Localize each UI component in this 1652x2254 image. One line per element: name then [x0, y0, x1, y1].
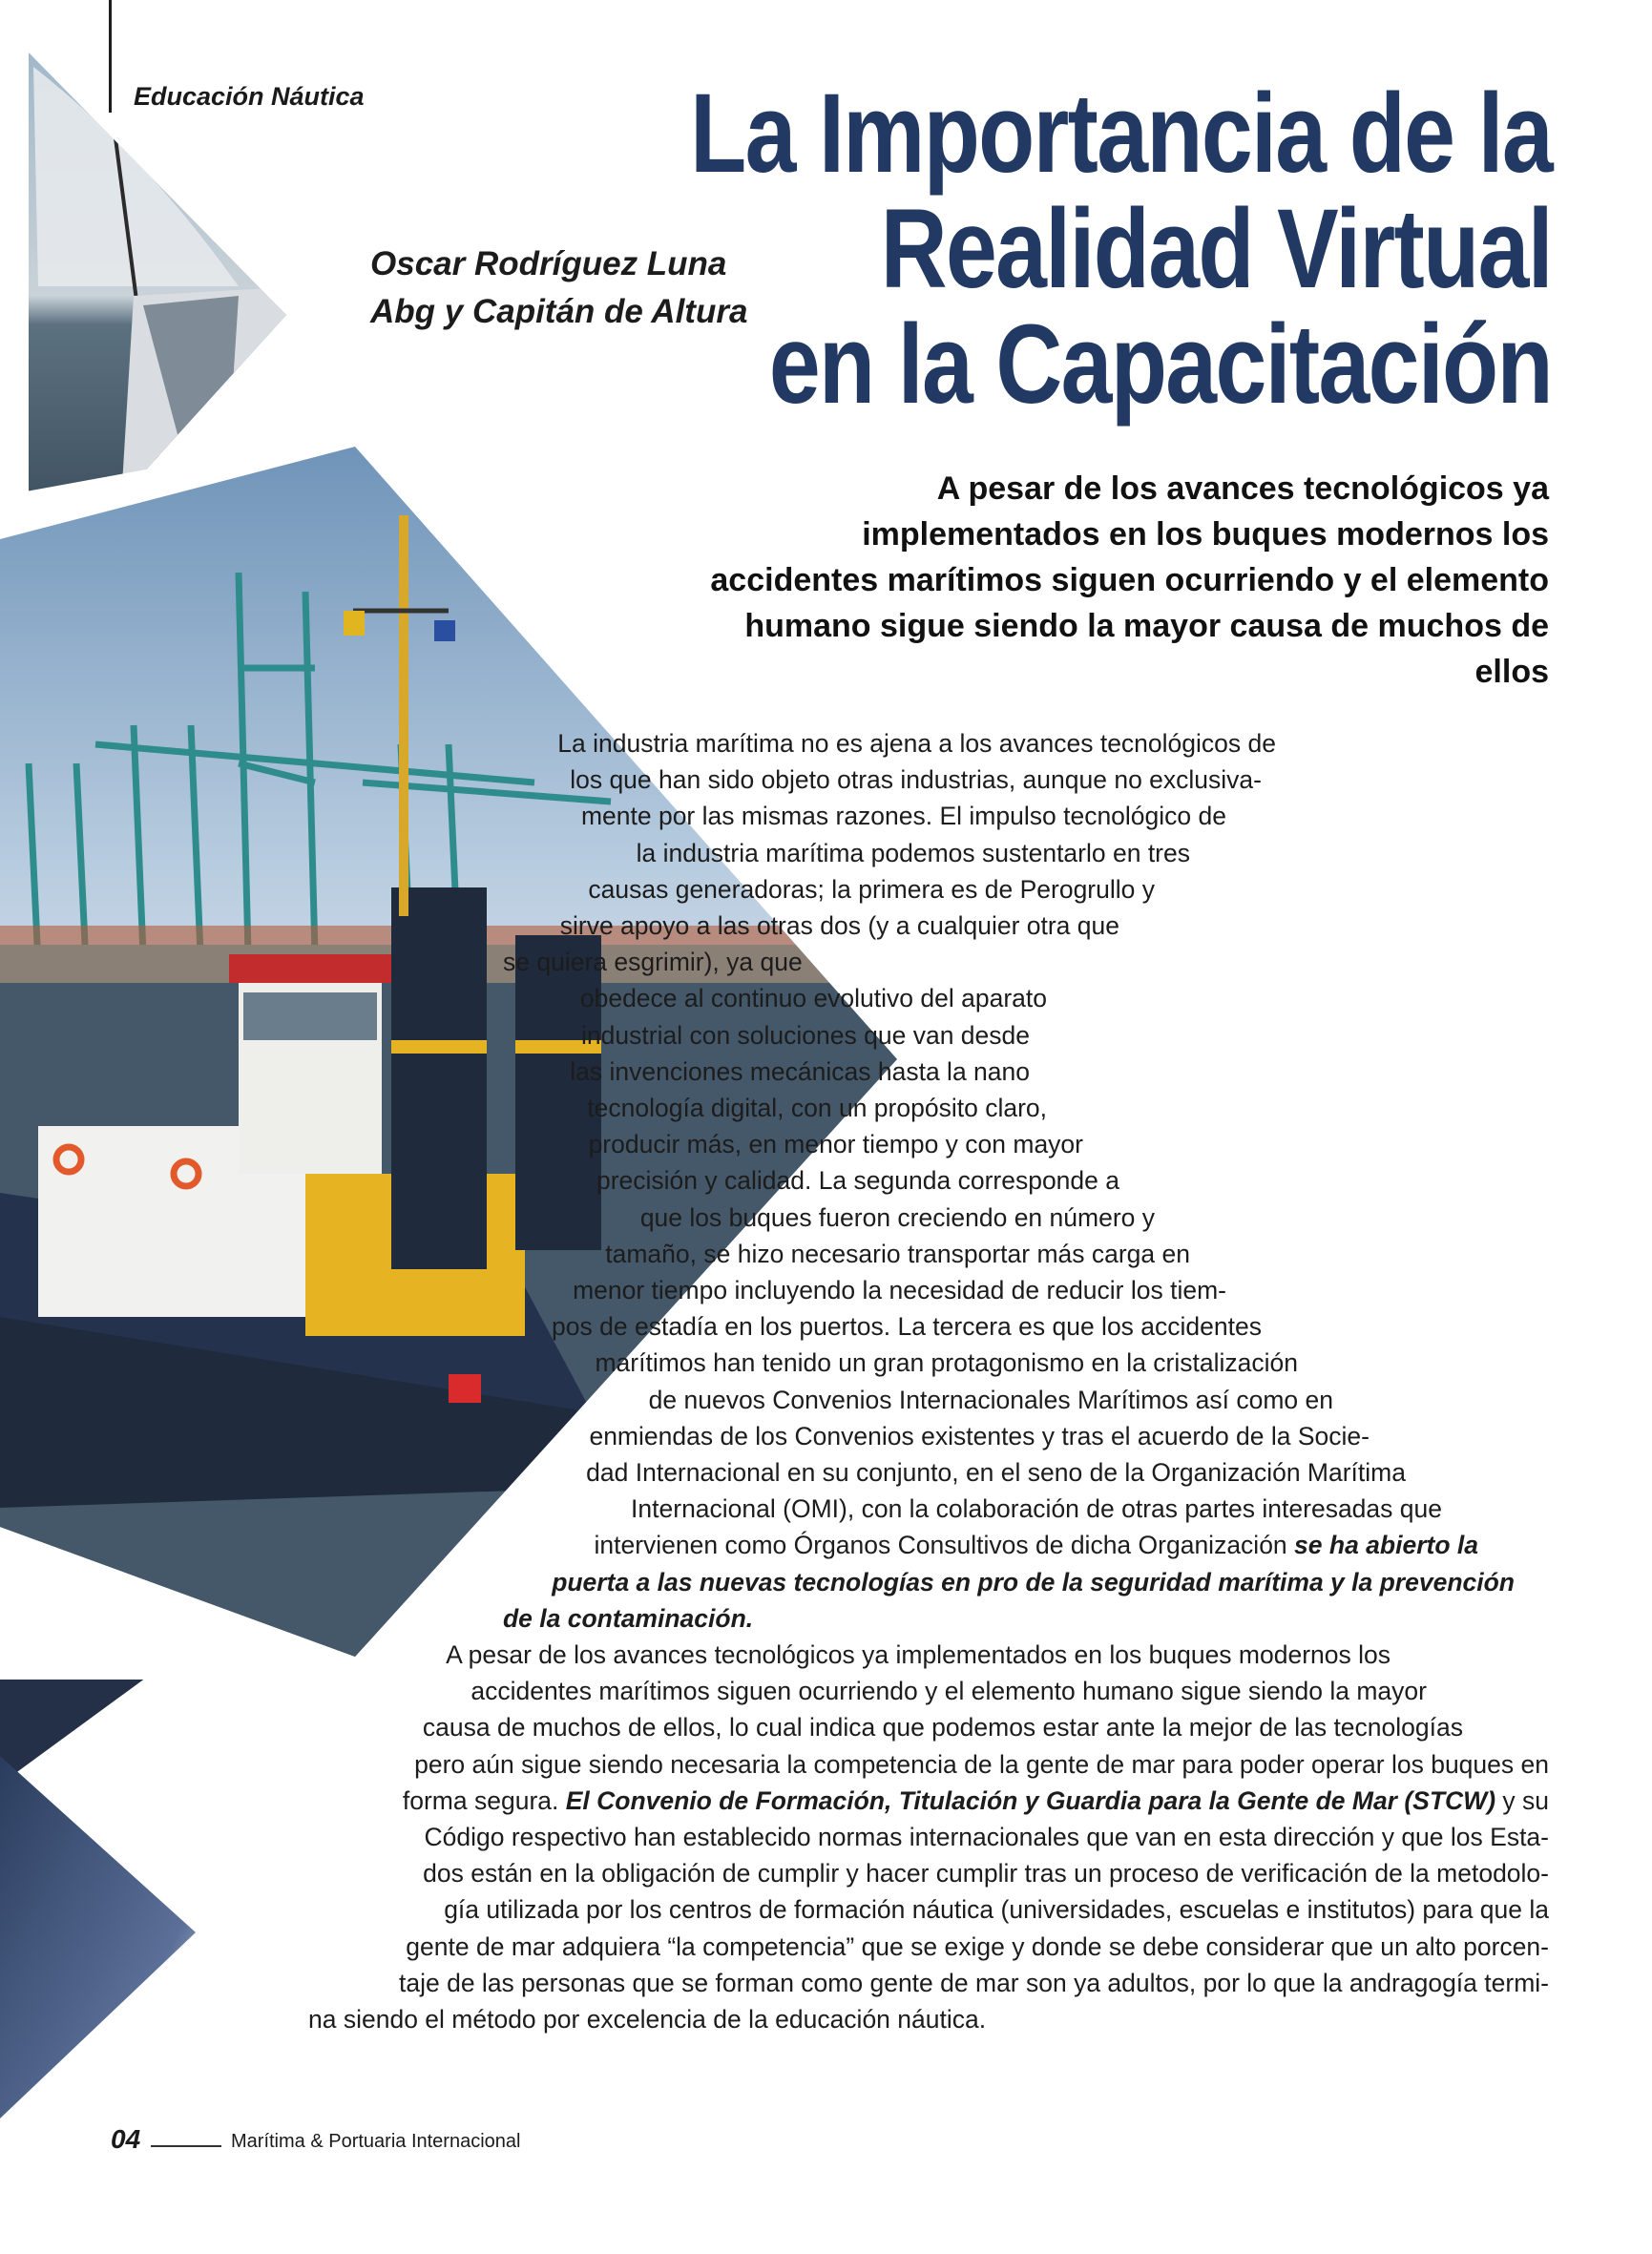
body-line	[308, 1637, 1391, 1673]
body-line: dos están en la obligación de cumplir y hacer cumplir tras un proceso de verificación de la metodolo-	[423, 1859, 1549, 1889]
body-line: industrial con soluciones que van desde	[581, 1020, 1030, 1050]
body-line: menor tiempo incluyendo la necesidad de reducir los tiem-	[573, 1276, 1226, 1305]
body-emphasis: El Convenio de Formación, Titulación y Guardia para la Gente de Mar (STCW)	[565, 1785, 1496, 1815]
body-line: obedece al continuo evolutivo del aparato	[579, 984, 1047, 1013]
body-text: intervienen como Órganos Consultivos de dicha Organización	[594, 1531, 1295, 1560]
body-text: forma segura.	[402, 1785, 566, 1815]
body-line: precisión y calidad. La segunda corresponde a	[596, 1166, 1119, 1196]
title-line: Realidad Virtual	[880, 186, 1552, 312]
body-line: la industria marítima podemos sustentarlo en tres	[636, 838, 1190, 867]
body-line: gía utilizada por los centros de formación náutica (universidades, escuelas e institutos) para que la	[444, 1895, 1549, 1925]
title-line: en la Capacitación	[768, 302, 1552, 428]
body-line: sirve apoyo a las otras dos (y a cualquier otra que	[559, 911, 1119, 941]
author-title: Abg y Capitán de Altura	[370, 293, 748, 330]
body-paragraph-2	[308, 1637, 1549, 2037]
article-lead: A pesar de los avances tecnológicos ya implementados en los buques modernos los accidentes marítimos siguen ocurriendo y el elemento humano sigue siendo la mayor causa de muchos de ellos	[710, 470, 1549, 690]
body-line: na siendo el método por excelencia de la educación náutica.	[308, 2005, 987, 2035]
body-line: que los buques fueron creciendo en número y	[639, 1202, 1155, 1232]
body-line	[308, 1783, 1549, 1819]
author-byline	[370, 240, 747, 336]
header-rule	[109, 0, 112, 113]
body-line: enmiendas de los Convenios existentes y tras el acuerdo de la Socie-	[589, 1421, 1370, 1450]
body-line: tamaño, se hizo necesario transportar más carga en	[605, 1239, 1190, 1268]
body-line: se quiera esgrimir), ya que	[503, 948, 803, 977]
body-paragraph-1	[503, 725, 1549, 1637]
article-title	[690, 71, 1552, 428]
body-line	[503, 1527, 1478, 1563]
body-line: mente por las mismas razones. El impulso tecnológico de	[580, 802, 1226, 831]
body-line: causas generadoras; la primera es de Perogrullo y	[588, 874, 1155, 904]
body-line: de nuevos Convenios Internacionales Marítimos así como en	[648, 1385, 1333, 1414]
body-line: pero aún sigue siendo necesaria la competencia de la gente de mar para poder operar los buques en	[414, 1749, 1549, 1779]
title-line: La Importancia de la	[690, 71, 1552, 197]
body-emphasis-line: de la contaminación.	[503, 1603, 754, 1633]
section-label: Educación Náutica	[134, 82, 365, 111]
body-text: A pesar de los avances tecnológicos ya implementados en los buques modernos los	[446, 1640, 1391, 1669]
body-line: Código respectivo han establecido normas internacionales que van en esta dirección y que los Esta-	[424, 1823, 1549, 1852]
body-line: La industria marítima no es ajena a los avances tecnológicos de	[557, 729, 1276, 758]
body-emphasis-line: puerta a las nuevas tecnologías en pro de la seguridad marítima y la prevención	[552, 1567, 1515, 1597]
body-line: dad Internacional en su conjunto, en el seno de la Organización Marítima	[586, 1458, 1406, 1488]
page-number: 04	[111, 2124, 141, 2154]
body-line: producir más, en menor tiempo y con mayor	[588, 1130, 1083, 1159]
body-line: marítimos han tenido un gran protagonismo en la cristalización	[595, 1348, 1298, 1378]
author-name: Oscar Rodríguez Luna	[370, 245, 727, 282]
body-text: y su	[1495, 1785, 1549, 1815]
footer-rule	[151, 2145, 221, 2147]
body-emphasis: se ha abierto la	[1294, 1531, 1478, 1560]
body-line: causa de muchos de ellos, lo cual indica que podemos estar ante la mejor de las tecnologías	[422, 1713, 1463, 1743]
body-line: gente de mar adquiera “la competencia” que se exige y donde se debe considerar que un alto porcen-	[406, 1931, 1549, 1961]
body-line: los que han sido objeto otras industrias, aunque no exclusiva-	[570, 765, 1262, 795]
publication-name: Marítima & Portuaria Internacional	[231, 2131, 521, 2152]
navy-gradient-triangle	[0, 1756, 196, 2118]
body-line: tecnología digital, con un propósito claro,	[587, 1094, 1047, 1123]
body-line: Internacional (OMI), con la colaboración de otras partes interesadas que	[631, 1494, 1442, 1524]
body-line: las invenciones mecánicas hasta la nano	[570, 1056, 1030, 1086]
body-line: accidentes marítimos siguen ocurriendo y el elemento humano sigue siendo la mayor	[471, 1677, 1427, 1706]
body-line: taje de las personas que se forman como gente de mar son ya adultos, por lo que la andragogía termi-	[399, 1968, 1549, 1997]
body-line: pos de estadía en los puertos. La tercera es que los accidentes	[552, 1312, 1262, 1342]
